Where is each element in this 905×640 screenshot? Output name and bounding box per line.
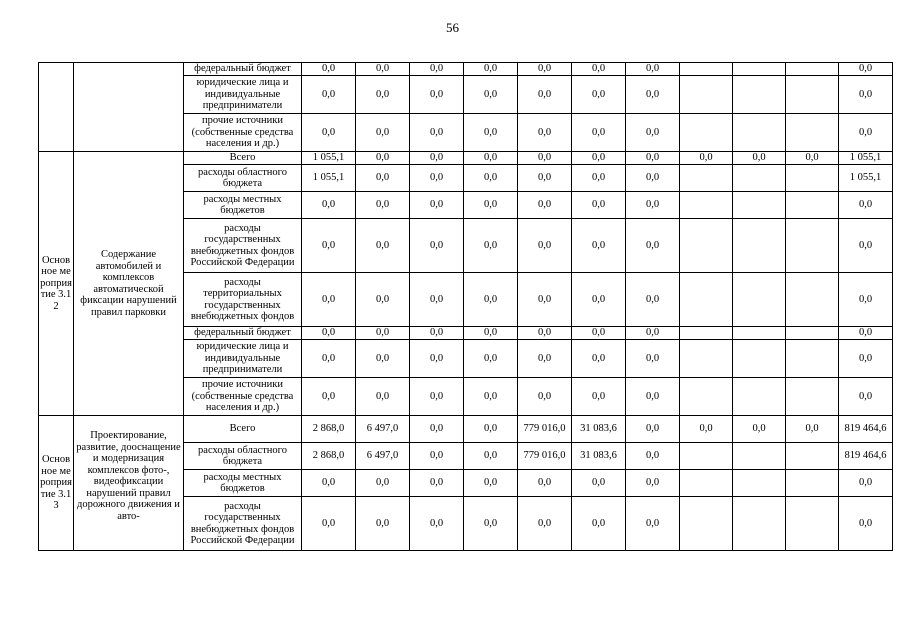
page-number: 56 <box>446 20 459 35</box>
value-cell: 0,0 <box>518 327 572 340</box>
value-cell: 0,0 <box>572 165 626 192</box>
source-cell: прочие источники (собственные средства населения и др.) <box>184 378 302 416</box>
value-cell: 0,0 <box>518 114 572 152</box>
value-cell: 0,0 <box>356 378 410 416</box>
value-cell <box>786 219 839 273</box>
value-cell: 0,0 <box>839 327 893 340</box>
value-cell: 1 055,1 <box>839 165 893 192</box>
activity-code: Основное мероприятие 3.12 <box>39 152 74 416</box>
source-cell: федеральный бюджет <box>184 63 302 76</box>
value-cell <box>786 340 839 378</box>
value-cell: 0,0 <box>518 63 572 76</box>
value-cell <box>680 378 733 416</box>
value-cell <box>680 327 733 340</box>
value-cell <box>733 340 786 378</box>
value-cell: 0,0 <box>464 152 518 165</box>
value-cell: 0,0 <box>572 273 626 327</box>
value-cell: 6 497,0 <box>356 443 410 470</box>
value-cell <box>786 327 839 340</box>
value-cell <box>786 165 839 192</box>
value-cell: 0,0 <box>410 378 464 416</box>
source-cell: расходы государственных внебюджетных фондов Российской Федерации <box>184 219 302 273</box>
value-cell: 0,0 <box>410 273 464 327</box>
value-cell <box>733 76 786 114</box>
value-cell: 0,0 <box>464 219 518 273</box>
value-cell: 819 464,6 <box>839 443 893 470</box>
value-cell: 0,0 <box>464 114 518 152</box>
value-cell: 0,0 <box>356 152 410 165</box>
value-cell <box>680 76 733 114</box>
value-cell: 0,0 <box>302 63 356 76</box>
value-cell: 0,0 <box>572 327 626 340</box>
value-cell: 0,0 <box>518 192 572 219</box>
value-cell: 819 464,6 <box>839 416 893 443</box>
value-cell <box>680 273 733 327</box>
value-cell <box>786 63 839 76</box>
name-cell <box>74 63 184 152</box>
value-cell: 0,0 <box>626 497 680 551</box>
value-cell: 0,0 <box>572 152 626 165</box>
value-cell <box>786 192 839 219</box>
value-cell: 0,0 <box>572 63 626 76</box>
table-row <box>39 416 893 443</box>
value-cell: 0,0 <box>302 76 356 114</box>
value-cell: 0,0 <box>518 152 572 165</box>
value-cell: 0,0 <box>572 114 626 152</box>
value-cell: 0,0 <box>626 443 680 470</box>
value-cell: 0,0 <box>464 192 518 219</box>
value-cell: 0,0 <box>786 416 839 443</box>
value-cell: 0,0 <box>626 114 680 152</box>
value-cell: 2 868,0 <box>302 443 356 470</box>
value-cell: 1 055,1 <box>839 152 893 165</box>
value-cell: 0,0 <box>518 497 572 551</box>
value-cell: 0,0 <box>572 192 626 219</box>
value-cell: 0,0 <box>410 63 464 76</box>
value-cell: 0,0 <box>572 378 626 416</box>
value-cell: 0,0 <box>302 470 356 497</box>
value-cell <box>786 378 839 416</box>
value-cell <box>733 114 786 152</box>
value-cell: 0,0 <box>626 470 680 497</box>
value-cell: 1 055,1 <box>302 165 356 192</box>
value-cell: 0,0 <box>356 76 410 114</box>
value-cell: 0,0 <box>464 470 518 497</box>
value-cell <box>733 378 786 416</box>
value-cell: 0,0 <box>733 416 786 443</box>
budget-table <box>38 62 893 551</box>
source-cell: расходы государственных внебюджетных фондов Российской Федерации <box>184 497 302 551</box>
value-cell: 0,0 <box>839 76 893 114</box>
value-cell: 0,0 <box>302 219 356 273</box>
value-cell <box>733 273 786 327</box>
value-cell: 0,0 <box>356 470 410 497</box>
value-cell: 779 016,0 <box>518 443 572 470</box>
value-cell: 0,0 <box>839 192 893 219</box>
value-cell <box>680 114 733 152</box>
value-cell: 0,0 <box>410 219 464 273</box>
activity-code: Основное мероприятие 3.13 <box>39 416 74 551</box>
value-cell <box>733 192 786 219</box>
value-cell: 0,0 <box>464 273 518 327</box>
value-cell <box>680 340 733 378</box>
value-cell <box>680 497 733 551</box>
value-cell <box>786 443 839 470</box>
value-cell <box>733 219 786 273</box>
value-cell: 0,0 <box>356 340 410 378</box>
value-cell: 0,0 <box>680 416 733 443</box>
value-cell <box>680 219 733 273</box>
value-cell <box>680 63 733 76</box>
value-cell: 0,0 <box>464 378 518 416</box>
value-cell: 0,0 <box>839 114 893 152</box>
value-cell: 0,0 <box>839 378 893 416</box>
value-cell <box>680 443 733 470</box>
value-cell: 0,0 <box>626 416 680 443</box>
value-cell: 0,0 <box>302 114 356 152</box>
value-cell: 0,0 <box>626 273 680 327</box>
value-cell: 0,0 <box>302 497 356 551</box>
value-cell: 0,0 <box>410 340 464 378</box>
value-cell: 0,0 <box>410 114 464 152</box>
value-cell: 0,0 <box>410 152 464 165</box>
value-cell: 0,0 <box>302 378 356 416</box>
value-cell: 6 497,0 <box>356 416 410 443</box>
code-cell <box>39 63 74 152</box>
value-cell: 0,0 <box>572 219 626 273</box>
source-cell: Всего <box>184 416 302 443</box>
value-cell <box>786 76 839 114</box>
source-cell: расходы местных бюджетов <box>184 192 302 219</box>
value-cell: 0,0 <box>302 273 356 327</box>
value-cell <box>786 114 839 152</box>
value-cell: 0,0 <box>572 497 626 551</box>
value-cell <box>733 443 786 470</box>
value-cell: 0,0 <box>786 152 839 165</box>
value-cell <box>733 470 786 497</box>
value-cell: 0,0 <box>518 470 572 497</box>
value-cell: 0,0 <box>626 340 680 378</box>
value-cell: 0,0 <box>572 470 626 497</box>
value-cell: 0,0 <box>518 340 572 378</box>
value-cell: 0,0 <box>839 470 893 497</box>
value-cell <box>733 327 786 340</box>
value-cell: 0,0 <box>626 76 680 114</box>
value-cell: 0,0 <box>626 152 680 165</box>
value-cell: 0,0 <box>464 327 518 340</box>
value-cell: 0,0 <box>410 76 464 114</box>
value-cell: 1 055,1 <box>302 152 356 165</box>
source-cell: юридические лица и индивидуальные предприниматели <box>184 340 302 378</box>
value-cell: 0,0 <box>518 219 572 273</box>
value-cell: 0,0 <box>626 378 680 416</box>
table-row <box>39 152 893 165</box>
value-cell: 2 868,0 <box>302 416 356 443</box>
value-cell: 0,0 <box>572 340 626 378</box>
value-cell: 0,0 <box>410 416 464 443</box>
value-cell: 0,0 <box>626 63 680 76</box>
value-cell: 0,0 <box>626 192 680 219</box>
value-cell <box>786 470 839 497</box>
value-cell: 0,0 <box>356 327 410 340</box>
value-cell: 0,0 <box>518 165 572 192</box>
value-cell: 0,0 <box>839 219 893 273</box>
activity-name: Проектирование, развитие, дооснащение и модернизация комплексов фото-, видеофиксации нарушений правил дорожного движения и авто- <box>74 416 184 551</box>
value-cell: 0,0 <box>356 114 410 152</box>
value-cell: 0,0 <box>464 165 518 192</box>
value-cell <box>733 497 786 551</box>
value-cell: 0,0 <box>356 192 410 219</box>
source-cell: юридические лица и индивидуальные предприниматели <box>184 76 302 114</box>
source-cell: федеральный бюджет <box>184 327 302 340</box>
value-cell: 779 016,0 <box>518 416 572 443</box>
value-cell <box>680 165 733 192</box>
value-cell: 0,0 <box>518 273 572 327</box>
value-cell: 0,0 <box>839 63 893 76</box>
value-cell: 0,0 <box>464 443 518 470</box>
value-cell: 0,0 <box>626 327 680 340</box>
value-cell: 0,0 <box>733 152 786 165</box>
value-cell: 0,0 <box>410 327 464 340</box>
value-cell: 0,0 <box>464 497 518 551</box>
source-cell: расходы областного бюджета <box>184 165 302 192</box>
value-cell: 0,0 <box>518 378 572 416</box>
value-cell: 0,0 <box>410 165 464 192</box>
source-cell: прочие источники (собственные средства населения и др.) <box>184 114 302 152</box>
value-cell: 0,0 <box>839 273 893 327</box>
source-cell: расходы территориальных государственных внебюджетных фондов <box>184 273 302 327</box>
value-cell: 0,0 <box>356 273 410 327</box>
source-cell: расходы местных бюджетов <box>184 470 302 497</box>
value-cell: 0,0 <box>464 416 518 443</box>
value-cell: 0,0 <box>572 76 626 114</box>
value-cell: 0,0 <box>410 470 464 497</box>
value-cell: 0,0 <box>680 152 733 165</box>
value-cell: 0,0 <box>302 327 356 340</box>
value-cell: 31 083,6 <box>572 416 626 443</box>
value-cell: 0,0 <box>839 340 893 378</box>
value-cell: 0,0 <box>302 340 356 378</box>
value-cell: 0,0 <box>356 165 410 192</box>
value-cell: 0,0 <box>464 63 518 76</box>
value-cell: 0,0 <box>356 219 410 273</box>
value-cell: 0,0 <box>626 219 680 273</box>
value-cell: 0,0 <box>356 497 410 551</box>
table-row <box>39 63 893 76</box>
value-cell: 0,0 <box>410 497 464 551</box>
value-cell: 0,0 <box>518 76 572 114</box>
value-cell: 0,0 <box>839 497 893 551</box>
value-cell <box>680 192 733 219</box>
activity-name: Содержание автомобилей и комплексов автоматической фиксации нарушений правил парковки <box>74 152 184 416</box>
value-cell <box>733 63 786 76</box>
value-cell <box>786 497 839 551</box>
value-cell: 0,0 <box>464 76 518 114</box>
source-cell: расходы областного бюджета <box>184 443 302 470</box>
value-cell: 0,0 <box>626 165 680 192</box>
value-cell: 0,0 <box>464 340 518 378</box>
value-cell: 31 083,6 <box>572 443 626 470</box>
value-cell: 0,0 <box>302 192 356 219</box>
source-cell: Всего <box>184 152 302 165</box>
value-cell: 0,0 <box>356 63 410 76</box>
value-cell <box>786 273 839 327</box>
value-cell <box>733 165 786 192</box>
value-cell: 0,0 <box>410 443 464 470</box>
value-cell: 0,0 <box>410 192 464 219</box>
value-cell <box>680 470 733 497</box>
